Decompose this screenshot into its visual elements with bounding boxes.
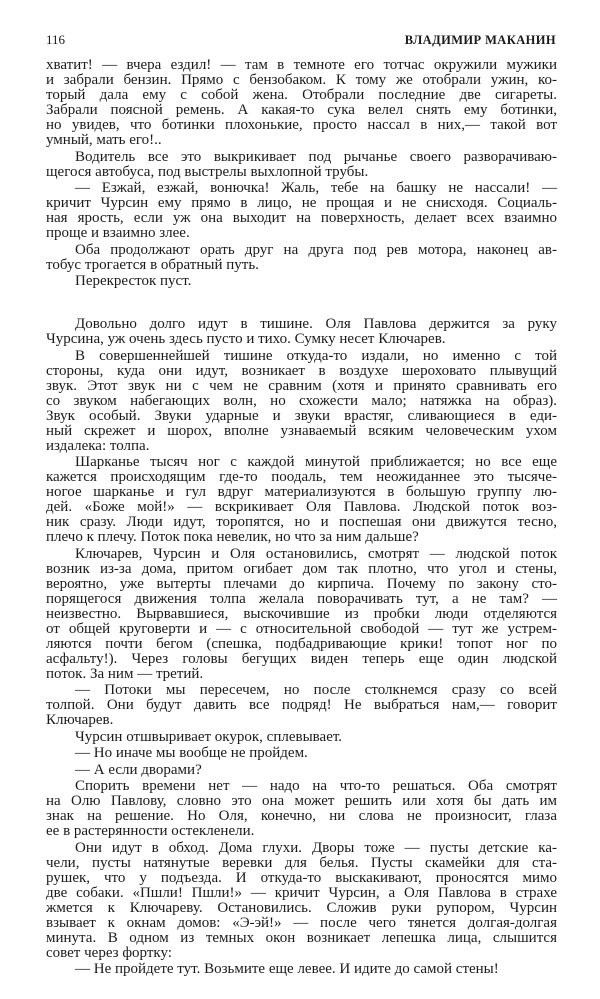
text-line: порящегося движения толпа желала поворачивать тут, а не там? — bbox=[46, 590, 557, 607]
text-line: Шарканье тысяч ног с каждой минутой приближается; но все еще bbox=[75, 454, 557, 470]
text-line: асфальту!). Через головы бегущих виден теперь еще один людской bbox=[46, 650, 557, 667]
text-line: и забрали бензин. Прямо с бензобаком. К тому же отобрали ужин, ко- bbox=[46, 72, 557, 88]
text-line: ляются почти бегом (спешка, подбадривающие крики! топот ног по bbox=[46, 635, 557, 652]
text-line: Ключарев. bbox=[46, 712, 114, 728]
paragraph bbox=[46, 455, 557, 545]
paragraph bbox=[46, 349, 557, 454]
paragraph bbox=[46, 181, 557, 241]
paragraph bbox=[46, 683, 557, 728]
paragraph bbox=[46, 962, 557, 977]
text-line: Они идут в обход. Дома глухи. Дворы тоже — пусты детские ка- bbox=[75, 839, 557, 856]
text-line: от общей круговерти и — с относительной свободой — тут же устрем- bbox=[46, 620, 557, 637]
text-line: Оба продолжают орать друг на друга под рев мотора, наконец ав- bbox=[75, 241, 557, 258]
text-line: кажется происходящим где-то поодаль, тем неожиданнее это тысяче- bbox=[46, 469, 557, 485]
text-line: минута. В одном из темных окон возникает лепешка лица, слышится bbox=[46, 929, 557, 946]
text-line: Забрали поясной ремень. А какая-то сука велел снять ему ботинки, bbox=[46, 102, 557, 118]
paragraph bbox=[46, 243, 557, 273]
text-line: со звуком набегающих волн, но схожести мало; натяжка на образ). bbox=[46, 392, 557, 409]
text-line: Ключарев, Чурсин и Оля остановились, смотрят — людской поток bbox=[75, 545, 557, 562]
text-line: умный, мать его!.. bbox=[46, 132, 162, 148]
page-number: 116 bbox=[46, 32, 66, 47]
text-line: — Но иначе мы вообще не пройдем. bbox=[75, 745, 308, 761]
paragraph bbox=[46, 58, 557, 148]
text-line: плечо к плечу. Поток пока невелик, но что за ним дальше? bbox=[46, 529, 419, 545]
text-line: — Потоки мы пересечем, но после столкнемся сразу со всей bbox=[75, 682, 557, 698]
paragraph bbox=[46, 317, 557, 347]
text-line: ник сразу. Люди идут, торопятся, но и поспешая они движутся тесно, bbox=[46, 514, 557, 530]
text-line: знак на решение. Но Оля, конечно, ни слова не произносит, глаза bbox=[46, 808, 557, 824]
paragraph bbox=[46, 150, 557, 180]
paragraph bbox=[46, 763, 557, 778]
text-line: Чурсина, уж очень здесь пусто и тихо. Сумку несет Ключарев. bbox=[46, 331, 446, 347]
text-line: — А если дворами? bbox=[75, 761, 202, 778]
text-line: Звук особый. Звуки ударные и звуки врастяг, сливающиеся в еди- bbox=[46, 407, 557, 424]
text-line: — Не пройдете тут. Возьмите еще левее. И идите до самой стены! bbox=[75, 961, 499, 977]
text-line: щегося автобуса, под выстрелы выхлопной трубы. bbox=[46, 163, 369, 180]
text-line: звук. Этот звук ни с чем не сравним (хотя и принято сравнивать его bbox=[46, 377, 557, 394]
text-line: ее в растерянности остекленели. bbox=[46, 823, 255, 839]
text-line: проще и взаимно злее. bbox=[46, 225, 190, 241]
paragraph bbox=[46, 274, 557, 289]
text-line: Чурсин отшвыривает окурок, сплевывает. bbox=[75, 728, 343, 745]
text-line: неизвестно. Вырвавшиеся, выскочившие из пробки люди отделяются bbox=[46, 605, 557, 622]
text-line: издалека: толпа. bbox=[46, 437, 150, 454]
text-line: совет через фортку: bbox=[46, 944, 172, 961]
text-line: Водитель все это выкрикивает под рычанье своего разворачиваю- bbox=[75, 148, 557, 165]
running-title: ВЛАДИМИР МАКАНИН bbox=[404, 32, 556, 47]
text-line: ная ярость, если уж она выходит на поверхность, делает всех взаимно bbox=[46, 210, 557, 226]
text-line: Перекресток пуст. bbox=[75, 273, 192, 289]
text-line: стороны, куда они идут, возникает в воздухе шероховато плывущий bbox=[46, 362, 557, 379]
text-line: толпой. Они будут давить все подряд! Не выбраться нам,— говорит bbox=[46, 697, 557, 713]
text-line: но увидев, что ботинки плохонькие, просто нассал в них,— такой вот bbox=[46, 117, 557, 133]
text-line: поток. За ним — третий. bbox=[46, 665, 204, 682]
text-line: взывает к окнам домов: «Э-эй!» — после чего тянется долгая-долгая bbox=[46, 914, 557, 931]
text-line: две собаки. «Пшли! Пшли!» — кричит Чурсин, а Оля Павлова в страхе bbox=[46, 884, 557, 901]
text-line: торый дала ему с собой жена. Отобрали последние две сигареты. bbox=[46, 87, 557, 103]
text-line: жмется к Ключареву. Остановились. Сложив руки рупором, Чурсин bbox=[46, 899, 557, 916]
text-line: на Олю Павлову, словно это она может решить или хотя бы дать им bbox=[46, 793, 557, 809]
text-line: чели, пусты натянутые веревки для белья. Пусты скамейки для ста- bbox=[46, 854, 557, 871]
text-line: — Езжай, езжай, вонючка! Жаль, тебе на башку не нассали! — bbox=[75, 180, 557, 196]
text-line: Спорить времени нет — надо на что-то решаться. Оба смотрят bbox=[75, 778, 557, 794]
text-line: ногое шарканье и гул вдруг материализуются в большую группу лю- bbox=[46, 484, 557, 500]
paragraph bbox=[46, 841, 557, 961]
paragraph bbox=[46, 730, 557, 745]
text-line: вероятно, уже вытерты плечами до кирпича. Почему по закону сто- bbox=[46, 575, 557, 592]
text-line: возник из-за дома, притом огибает дом так плотно, что угол и стены, bbox=[46, 560, 557, 577]
text-line: кричит Чурсин ему прямо в лицо, не прощая и не снисходя. Социаль- bbox=[46, 195, 557, 211]
text-line: тобус трогается в обратный путь. bbox=[46, 256, 259, 273]
text-line: дей. «Боже мой!» — вскрикивает Оля Павлова. Людской поток воз- bbox=[46, 499, 557, 515]
text-line: хватит! — вчера ездил! — там в темноте его тотчас окружили мужики bbox=[46, 57, 557, 73]
text-line: рушек, что у подъезда. И откуда-то выскакивают, проносятся мимо bbox=[46, 869, 557, 886]
paragraph bbox=[46, 779, 557, 839]
paragraph bbox=[46, 547, 557, 682]
text-line: Довольно долго идут в тишине. Оля Павлова держится за руку bbox=[75, 316, 557, 332]
paragraph bbox=[46, 746, 557, 761]
body-text bbox=[46, 58, 557, 977]
text-line: В совершеннейшей тишине откуда-то издали, но именно с той bbox=[75, 347, 557, 364]
page-header bbox=[46, 31, 556, 49]
text-line: ный скрежет и шорох, вполне узнаваемый всяким человеческим ухом bbox=[46, 422, 557, 439]
